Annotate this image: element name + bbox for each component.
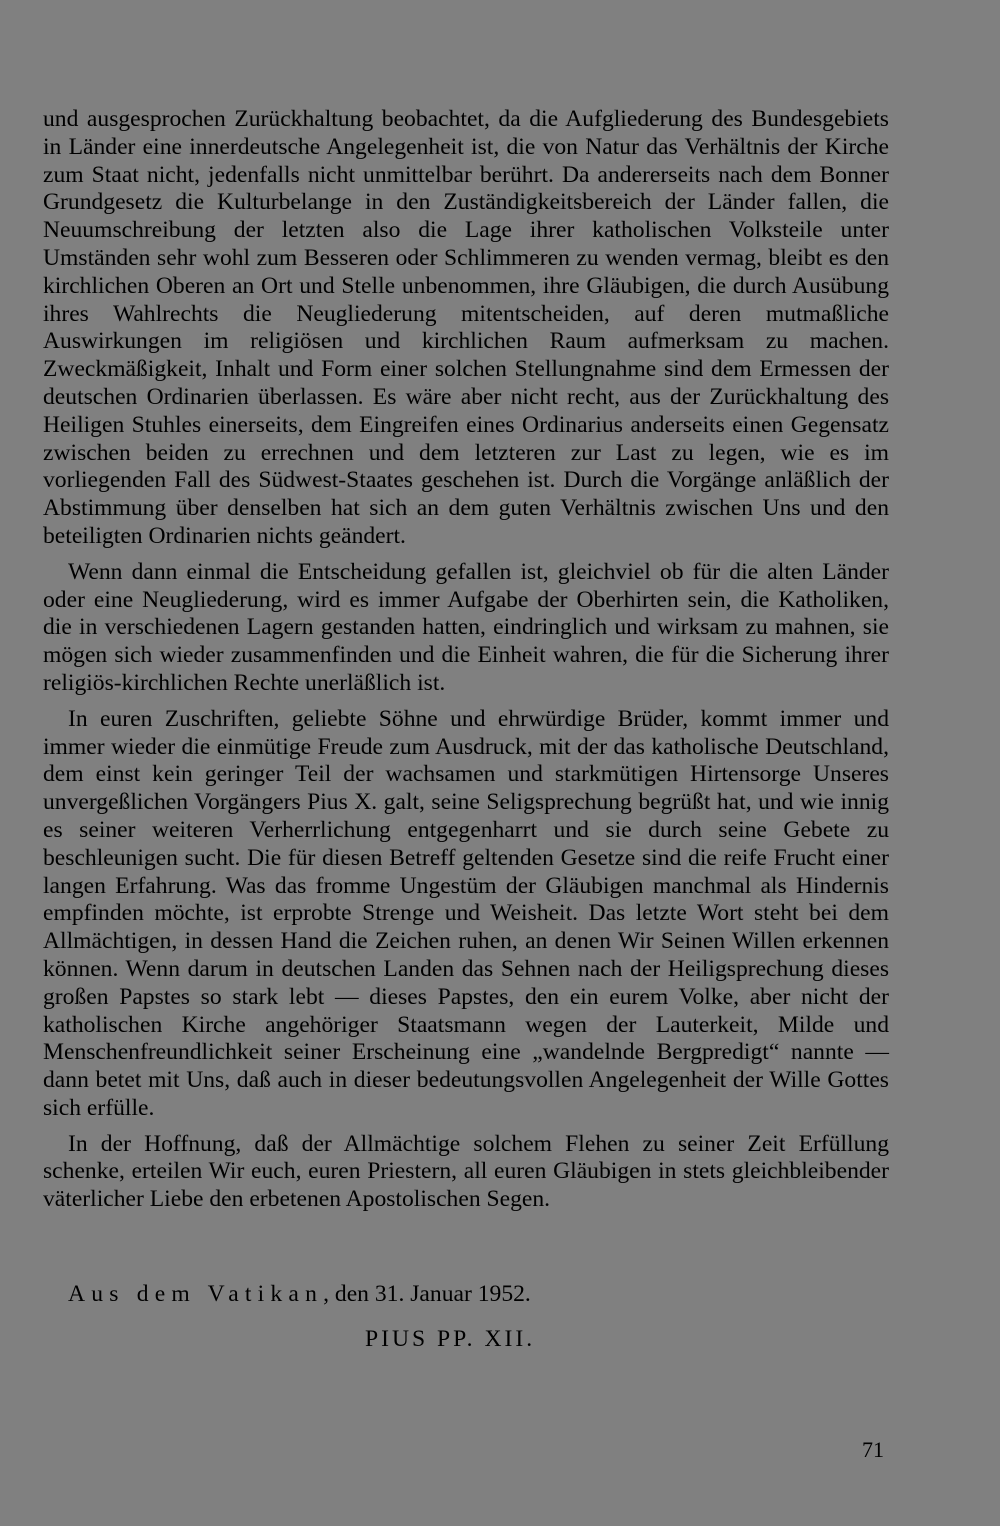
paragraph-continuation: und ausgesprochen Zurückhaltung beobachtet, da die Aufgliederung des Bundesgebiets in Länder eine innerdeutsche Angelegenheit ist, die von Natur das Verhältnis der Kirche zum Staat nicht, jedenfalls nicht unmittelbar berührt. Da andererseits nach dem Bonner Grundgesetz die Kulturbelange in den Zuständigkeitsbereich der Länder fallen, die Neuumschreibung der letzten also die Lage ihrer katholischen Volksteile unter Umständen sehr wohl zum Besseren oder Schlimmeren zu wenden vermag, bleibt es den kirchlichen Oberen an Ort und Stelle unbenommen, ihre Gläubigen, die durch Ausübung ihres Wahlrechts die Neugliederung mitentscheiden, auf deren mutmaßliche Auswirkungen im religiösen und kirchlichen Raum aufmerksam zu machen. Zweckmäßigkeit, Inhalt und Form einer solchen Stellungnahme sind dem Ermessen der deutschen Ordinarien überlassen. Es wäre aber nicht recht, aus der Zurückhaltung des Heiligen Stuhles einerseits, dem Eingreifen eines Ordinarius anderseits einen Gegensatz zwischen beiden zu errechnen und dem letzteren zur Last zu legen, wie es im vorliegenden Fall des Südwest-Staates geschehen ist. Durch die Vorgänge anläßlich der Abstimmung über denselben hat sich an dem guten Verhältnis zwischen Uns und den beteiligten Ordinarien nichts geändert. bbox=[43, 106, 889, 549]
dateline-date: , den 31. Januar 1952. bbox=[323, 1281, 531, 1307]
dateline-place: Aus dem Vatikan bbox=[68, 1281, 324, 1307]
body-text bbox=[43, 106, 889, 1214]
page-number: 71 bbox=[862, 1437, 884, 1462]
paragraph-pius-x: In euren Zuschriften, geliebte Söhne und ehrwürdige Brüder, kommt immer und immer wieder die einmütige Freude zum Ausdruck, mit der das katholische Deutschland, dem einst kein geringer Teil der wachsamen und starkmütigen Hirtensorge Unseres unvergeßlichen Vorgängers Pius X. galt, seine Seligsprechung begrüßt hat, und wie innig es seiner weiteren Verherrlichung entgegenharrt und sie durch seine Gebete zu beschleunigen sucht. Die für diesen Betreff geltenden Gesetze sind die reife Frucht einer langen Erfahrung. Was das fromme Ungestüm der Gläubigen manchmal als Hindernis empfinden möchte, ist erprobte Strenge und Weisheit. Das letzte Wort steht bei dem Allmächtigen, in dessen Hand die Zeichen ruhen, an denen Wir Seinen Willen erkennen können. Wenn darum in deutschen Landen das Sehnen nach der Heiligsprechung dieses großen Papstes so stark lebt — dieses Papstes, den ein eurem Volke, aber nicht der katholischen Kirche angehöriger Staatsmann wegen der Lauterkeit, Milde und Menschenfreundlichkeit seiner Erscheinung eine „wandelnde Bergpredigt“ nannte — dann betet mit Uns, daß auch in dieser bedeutungsvollen Angelegenheit der Wille Gottes sich erfülle. bbox=[43, 705, 889, 1121]
paragraph-decision: Wenn dann einmal die Entscheidung gefallen ist, gleichviel ob für die alten Länder oder eine Neugliederung, wird es immer Aufgabe der Oberhirten sein, die Katholiken, die in verschiedenen Lagern gestanden hatten, eindringlich und wirksam zu mahnen, sie mögen sich wieder zusammenfinden und die Einheit wahren, die für die Sicherung ihrer religiös-kirchlichen Rechte unerläßlich ist. bbox=[43, 558, 889, 696]
paragraph-blessing: In der Hoffnung, daß der Allmächtige solchem Flehen zu seiner Zeit Erfüllung schenke, erteilen Wir euch, euren Priestern, all euren Gläubigen in stets gleichbleibender väterlicher Liebe den erbetenen Apostolischen Segen. bbox=[43, 1130, 889, 1213]
signature: PIUS PP. XII. bbox=[365, 1326, 536, 1352]
dateline bbox=[68, 1280, 531, 1308]
